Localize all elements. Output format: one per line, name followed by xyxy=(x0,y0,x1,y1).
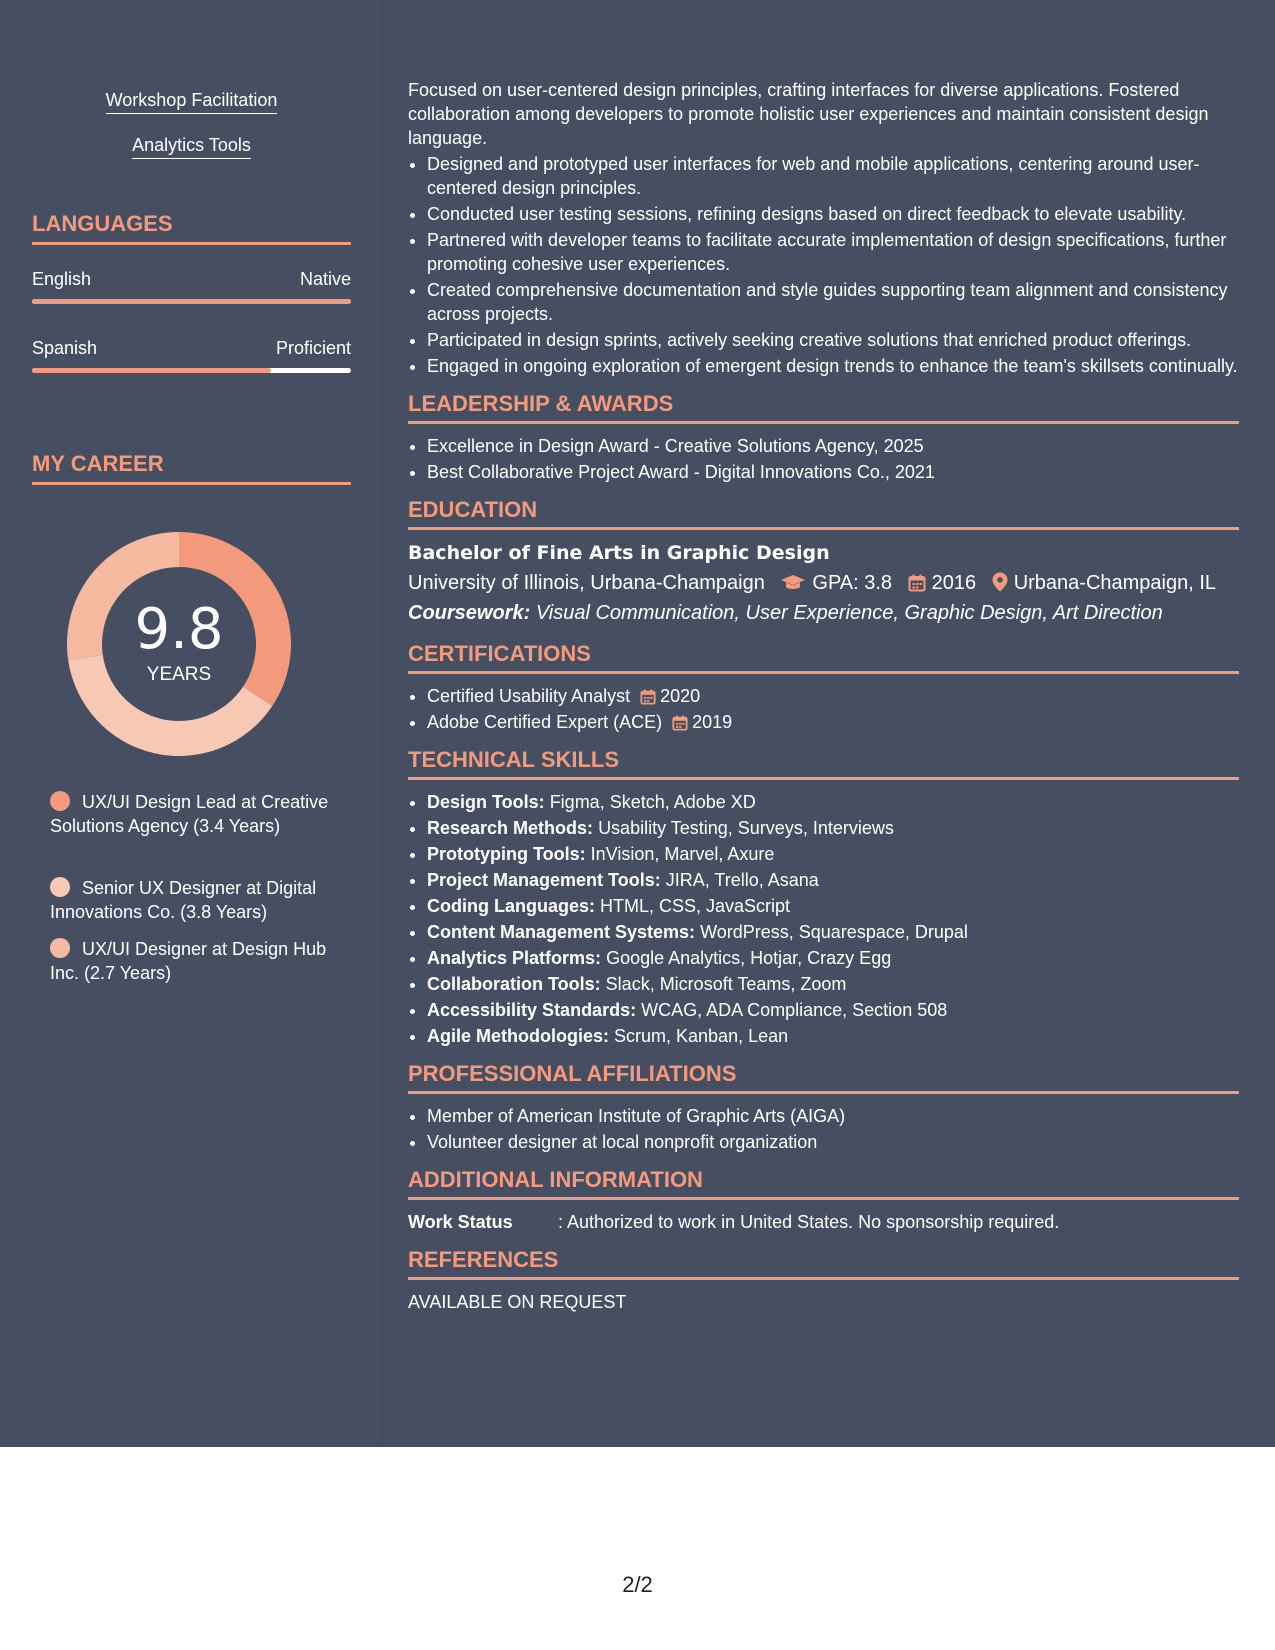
gpa: GPA: 3.8 xyxy=(812,572,893,594)
skill-tag xyxy=(32,133,351,157)
coursework-label: Coursework: xyxy=(408,602,531,624)
language-name: English xyxy=(32,269,92,289)
award-item: • Best Collaborative Project Award - Digital Innovations Co., 2021 xyxy=(427,460,1239,484)
technical-skills-heading: TECHNICAL SKILLS xyxy=(408,746,1239,780)
certification-name: Certified Usability Analyst xyxy=(427,686,631,706)
career-heading: MY CAREER xyxy=(32,450,351,485)
main-content xyxy=(408,78,1239,1314)
school-name: University of Illinois, Urbana-Champaign xyxy=(408,572,765,594)
affiliations-list xyxy=(408,1104,1239,1154)
school-location: Urbana-Champaign, IL xyxy=(1013,572,1217,594)
skill-category: Prototyping Tools: xyxy=(427,844,586,864)
certification-name: Adobe Certified Expert (ACE) xyxy=(427,712,663,732)
skill-tag-label: Analytics Tools xyxy=(132,135,251,159)
skill-category: Analytics Platforms: xyxy=(427,948,602,968)
languages-heading: LANGUAGES xyxy=(32,210,351,245)
skill-values: Scrum, Kanban, Lean xyxy=(614,1026,789,1046)
skill-category: Design Tools: xyxy=(427,792,545,812)
skill-category: Agile Methodologies: xyxy=(427,1026,609,1046)
work-status-value: : Authorized to work in United States. No sponsorship required. xyxy=(558,1212,1060,1232)
degree-title: Bachelor of Fine Arts in Graphic Design xyxy=(408,542,830,564)
career-total-unit: YEARS xyxy=(146,664,212,685)
work-status-row xyxy=(408,1210,1239,1234)
career-total-years: 9.8 xyxy=(134,597,224,662)
skill-tag xyxy=(32,88,351,112)
certification-year: 2020 xyxy=(660,686,701,706)
leadership-heading: LEADERSHIP & AWARDS xyxy=(408,390,1239,424)
language-row xyxy=(32,267,351,291)
experience-bullet: • Created comprehensive documentation and style guides supporting team alignment and consistency across projects. xyxy=(427,278,1239,326)
technical-skills-list xyxy=(408,790,1239,1048)
graduation-year: 2016 xyxy=(931,572,977,594)
career-legend-item xyxy=(50,876,340,924)
skill-values: Google Analytics, Hotjar, Crazy Egg xyxy=(606,948,892,968)
skill-category: Content Management Systems: xyxy=(427,922,696,942)
technical-skill-item xyxy=(427,972,1239,996)
career-legend-label: Senior UX Designer at Digital Innovations Co. (3.8 Years) xyxy=(50,878,317,922)
technical-skill-item xyxy=(427,894,1239,918)
technical-skill-item xyxy=(427,868,1239,892)
coursework-value: Visual Communication, User Experience, Graphic Design, Art Direction xyxy=(535,602,1163,624)
language-level: Proficient xyxy=(275,338,351,358)
skill-category: Project Management Tools: xyxy=(427,870,661,890)
certifications-heading: CERTIFICATIONS xyxy=(408,640,1239,674)
language-proficiency-fill xyxy=(32,299,351,304)
skill-tag-label: Workshop Facilitation xyxy=(106,90,278,114)
skill-category: Accessibility Standards: xyxy=(427,1000,637,1020)
skill-values: JIRA, Trello, Asana xyxy=(665,870,819,890)
technical-skill-item xyxy=(427,946,1239,970)
column-divider xyxy=(382,0,383,1447)
skill-values: WordPress, Squarespace, Drupal xyxy=(700,922,968,942)
career-legend-label: UX/UI Designer at Design Hub Inc. (2.7 Years) xyxy=(50,939,327,983)
graduation-cap-icon xyxy=(780,574,806,592)
technical-skill-item xyxy=(427,790,1239,814)
language-name: Spanish xyxy=(32,338,98,358)
skill-values: Figma, Sketch, Adobe XD xyxy=(549,792,756,812)
certification-item xyxy=(427,710,1239,734)
career-donut-chart xyxy=(65,530,293,758)
career-legend-dot xyxy=(50,938,70,958)
skill-category: Collaboration Tools: xyxy=(427,974,601,994)
affiliations-heading: PROFESSIONAL AFFILIATIONS xyxy=(408,1060,1239,1094)
coursework xyxy=(408,598,1239,628)
language-row xyxy=(32,336,351,360)
career-legend-label: UX/UI Design Lead at Creative Solutions Agency (3.4 Years) xyxy=(50,792,329,836)
calendar-icon xyxy=(908,574,926,592)
career-legend-item xyxy=(50,937,340,985)
award-item: • Excellence in Design Award - Creative Solutions Agency, 2025 xyxy=(427,434,1239,458)
language-proficiency-fill xyxy=(32,368,271,373)
experience-bullet: • Designed and prototyped user interfaces for web and mobile applications, centering around user-centered design principles. xyxy=(427,152,1239,200)
career-legend-dot xyxy=(50,791,70,811)
location-pin-icon xyxy=(992,572,1008,592)
experience-bullet: • Engaged in ongoing exploration of emergent design trends to enhance the team's skillsets continually. xyxy=(427,354,1239,378)
technical-skill-item xyxy=(427,998,1239,1022)
certification-year: 2019 xyxy=(692,712,733,732)
work-status-label: Work Status xyxy=(408,1212,513,1232)
calendar-icon xyxy=(640,689,656,705)
education-heading: EDUCATION xyxy=(408,496,1239,530)
skill-values: InVision, Marvel, Axure xyxy=(590,844,775,864)
leadership-list xyxy=(408,434,1239,484)
experience-bullet: • Partnered with developer teams to facilitate accurate implementation of design specifications, further promoting cohesive user experiences. xyxy=(427,228,1239,276)
additional-info-heading: ADDITIONAL INFORMATION xyxy=(408,1166,1239,1200)
language-proficiency-bar xyxy=(32,368,351,373)
affiliation-item: • Member of American Institute of Graphic Arts (AIGA) xyxy=(427,1104,1239,1128)
skill-category: Coding Languages: xyxy=(427,896,595,916)
technical-skill-item xyxy=(427,816,1239,840)
skill-values: Usability Testing, Surveys, Interviews xyxy=(598,818,894,838)
career-legend-item xyxy=(50,790,340,838)
references-text: AVAILABLE ON REQUEST xyxy=(408,1292,627,1312)
skill-category: Research Methods: xyxy=(427,818,594,838)
calendar-icon xyxy=(672,715,688,731)
language-proficiency-bar xyxy=(32,299,351,304)
language-level: Native xyxy=(299,269,351,289)
skill-values: Slack, Microsoft Teams, Zoom xyxy=(605,974,847,994)
career-legend-dot xyxy=(50,877,70,897)
experience-summary: Focused on user-centered design principles, crafting interfaces for diverse applications. Fostered collaboration among developers to promote holistic user experiences and maintain consistent design language. xyxy=(408,80,1209,148)
skill-values: HTML, CSS, JavaScript xyxy=(600,896,791,916)
references-heading: REFERENCES xyxy=(408,1246,1239,1280)
technical-skill-item xyxy=(427,1024,1239,1048)
page-number: 2/2 xyxy=(622,1572,653,1597)
technical-skill-item xyxy=(427,842,1239,866)
skill-values: WCAG, ADA Compliance, Section 508 xyxy=(641,1000,948,1020)
certification-item xyxy=(427,684,1239,708)
experience-list xyxy=(408,152,1239,378)
certifications-list xyxy=(408,684,1239,734)
affiliation-item: • Volunteer designer at local nonprofit organization xyxy=(427,1130,1239,1154)
education-meta xyxy=(408,568,1239,598)
experience-bullet: • Conducted user testing sessions, refining designs based on direct feedback to elevate usability. xyxy=(427,202,1239,226)
technical-skill-item xyxy=(427,920,1239,944)
experience-bullet: • Participated in design sprints, actively seeking creative solutions that enriched product offerings. xyxy=(427,328,1239,352)
